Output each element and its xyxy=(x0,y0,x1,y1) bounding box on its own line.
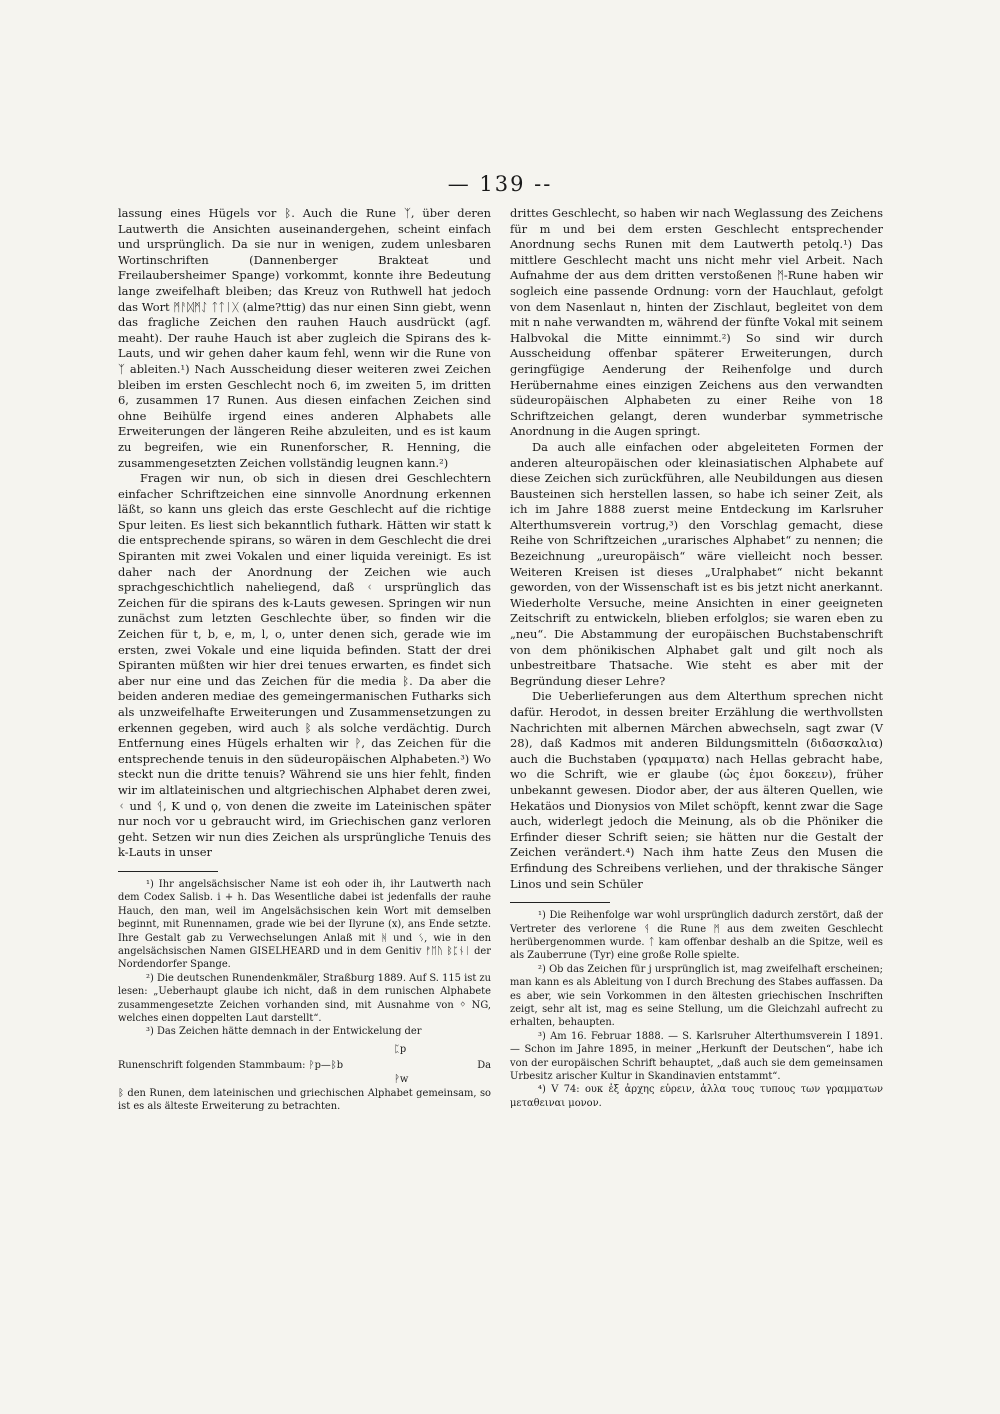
footnote-2: ²) Die deutschen Runendenkmäler, Straßburg 1889. Auf S. 115 ist zu lesen: „Ueberhaupt glaube ich nicht, daß in dem runischen Alphabete zusammengesetzte Zeichen vorhanden sind, mit Ausnahme von ᛜ NG, welches einen doppelten Laut darstellt“. xyxy=(118,972,491,1024)
left-paragraph-1: lassung eines Hügels vor ᛒ. Auch die Rune ᛉ, über deren Lautwerth die Ansichten auseinandergehen, scheint einfach und ursprünglich. Da sie nur in wenigen, zudem unlesbaren Wortinschriften (Dannenberger Brakteat und Freilaubersheimer Spange) vorkommt, konnte ihre Bedeutung lange zweifelhaft bleiben; das Kreuz von Ruthwell hat jedoch das Wort ᛗᚨᛞᛗᛇ ᛏᛏᛁᚷ (alme?ttig) das nur einen Sinn giebt, wenn das fragliche Zeichen den rauhen Hauch ausdrückt (agf. meaht). Der rauhe Hauch ist aber zugleich die Spirans des k-Lauts, und wir gehen daher kaum fehl, wenn wir die Rune von ᛉ ableiten.¹) Nach Ausscheidung dieser weiteren zwei Zeichen bleiben im ersten Geschlecht noch 6, im zweiten 5, im dritten 6, zusammen 17 Runen. Aus diesen einfachen Zeichen sind ohne Beihülfe irgend eines anderen Alphabets alle Erweiterungen der längeren Reihe abzuleiten, und es ist kaum zu begreifen, wie ein Runenforscher, R. Henning, die zusammengesetzten Zeichen vollständig leugnen kann.²) xyxy=(118,206,491,470)
right-column xyxy=(510,206,883,1110)
stammbaum-branch-top: ᛈp xyxy=(394,1043,407,1055)
stammbaum-continuation: Da xyxy=(477,1059,491,1071)
left-paragraph-2: Fragen wir nun, ob sich in diesen drei Geschlechtern einfacher Schriftzeichen eine sinnvolle Anordnung erkennen läßt, so kann uns gleich das erste Geschlecht auf die richtige Spur leiten. Es liest sich bekanntlich futhark. Hätten wir statt k die entsprechende spirans, so wären in dem Geschlecht die drei Spiranten mit zwei Vokalen und einer liquida vereinigt. Es ist daher nach der Anordnung der Zeichen wie auch sprachgeschichtlich naheliegend, daß ᚲ ursprünglich das Zeichen für die spirans des k-Lauts gewesen. Springen wir nun zunächst zum letzten Geschlechte über, so finden wir die Zeichen für t, b, e, m, l, o, unter denen sich, gerade wie im ersten, zwei Vokale und eine liquida befinden. Statt der drei Spiranten müßten wir hier drei tenues erwarten, es findet sich aber nur eine und das Zeichen für die media ᛒ. Da aber die beiden anderen mediae des gemeingermanischen Futharks sich als unzweifelhafte Erweiterungen und Zusammensetzungen zu erkennen gegeben, wird auch ᛒ als solche verdächtig. Durch Entfernung eines Hügels erhalten wir ᚹ, das Zeichen für die entsprechende tenuis in den südeuropäischen Alphabeten.³) Wo steckt nun die dritte tenuis? Während sie uns hier fehlt, finden wir im altlateinischen und altgriechischen Alphabet deren zwei, ᚲ und ᛩ, K und ϙ, von denen die zweite im Lateinischen später nur noch vor u gebraucht wird, im Griechischen ganz verloren geht. Setzen wir nun dies Zeichen als ursprüngliche Tenuis des k-Lauts in unser xyxy=(118,471,491,860)
stammbaum-branch-bottom: ᚹw xyxy=(394,1073,409,1085)
footnote-1: ¹) Die Reihenfolge war wohl ursprünglich dadurch zerstört, daß der Vertreter des verlorene ᛩ die Rune ᛗ aus dem zweiten Geschlecht herübergenommen wurde. ᛏ kam offenbar deshalb an die Spitze, weil es als Zauberrune (Tyr) eine große Rolle spielte. xyxy=(510,910,883,962)
footnote-divider xyxy=(118,871,218,872)
footnote-3: ³) Das Zeichen hätte demnach in der Entwickelung der xyxy=(146,1026,422,1038)
footnote-3-continuation: ᛒ den Runen, dem lateinischen und griechischen Alphabet gemeinsam, so ist es als älteste Erweiterung zu betrachten. xyxy=(118,1087,491,1113)
right-paragraph-2: Da auch alle einfachen oder abgeleiteten Formen der anderen alteuropäischen oder kleinasiatischen Alphabete auf diese Zeichen sich zurückführen, alle Neubildungen aus diesen Bausteinen sich herstellen lassen, so habe ich seiner Zeit, als ich im Jahre 1888 zuerst meine Entdeckung im Karlsruher Alterthumsverein vortrug,³) den Vorschlag gemacht, diese Reihe von Schriftzeichen „urarisches Alphabet“ zu nennen; die Bezeichnung „ureuropäisch“ wäre vielleicht noch besser. Weiteren Kreisen ist dieses „Uralphabet“ nicht bekannt geworden, von der Wissenschaft ist es bis jetzt nicht anerkannt. Wiederholte Versuche, meine Ansichten in einer geeigneten Zeitschrift zu entwickeln, blieben erfolglos; sie waren eben zu „neu“. Die Abstammung der europäischen Buchstabenschrift von dem phönikischen Alphabet galt und gilt noch als unbestreitbare Thatsache. Wie steht es aber mit der Begründung dieser Lehre? xyxy=(510,439,883,688)
stammbaum-diagram xyxy=(118,1043,491,1085)
page-number: — 139 -- xyxy=(447,172,553,196)
footnote-1: ¹) Ihr angelsächsischer Name ist eoh oder ih, ihr Lautwerth nach dem Codex Salisb. i + h. Das Wesentliche dabei ist jedenfalls der rauhe Hauch, den man, weil im Angelsächsischen kein Wort mit demselben beginnt, mit Runennamen, grade wie bei der Ilyrune (x), ans Ende setzte. Ihre Gestalt gab zu Verwechselungen Anlaß mit ᚻ und ᛊ, wie in den angelsächsischen Namen GISELHEARD und in dem Genitiv ᚠᛖᚢ ᛒᛈᚾᛁ der Nordendorfer Spange. xyxy=(118,878,491,971)
right-footnotes xyxy=(510,909,883,1110)
right-paragraph-3: Die Ueberlieferungen aus dem Alterthum sprechen nicht dafür. Herodot, in dessen breiter Erzählung die werthvollsten Nachrichten mit albernen Märchen abwechseln, sagt zwar (V 28), daß Kadmos mit anderen Bildungsmitteln (διδασκαλια) auch die Buchstaben (γραμματα) nach Hellas gebracht habe, wo die Schrift, wie er glaube (ὡς ἐμοι δοκεειν), früher unbekannt gewesen. Diodor aber, der aus älteren Quellen, wie Hekatäos und Dionysios von Milet schöpft, kennt zwar die Sage auch, widerlegt jedoch die Meinung, als ob die Phöniker die Erfinder dieser Schrift seien; sie hätten nur die Gestalt der Zeichen verändert.⁴) Nach ihm hatte Zeus den Musen die Erfindung des Schreibens verliehen, und der thrakische Sänger Linos und sein Schüler xyxy=(510,689,883,891)
left-column xyxy=(118,206,491,1114)
footnote-4: ⁴) V 74: ουκ ἐξ ἀρχης εὑρειν, ἀλλα τους τυπους των γραμματων μεταθειναι μονον. xyxy=(510,1084,883,1109)
stammbaum-label: Runenschrift folgenden Stammbaum: ᚹp—ᛒb xyxy=(118,1059,344,1071)
right-paragraph-1: drittes Geschlecht, so haben wir nach Weglassung des Zeichens für m und bei dem ersten Geschlecht entsprechender Anordnung sechs Runen mit dem Lautwerth petolq.¹) Das mittlere Geschlecht macht uns nicht mehr viel Arbeit. Nach Aufnahme der aus dem dritten verstoßenen ᛗ-Rune haben wir sogleich eine passende Ordnung: vorn der Hauchlaut, gefolgt von dem Nasenlaut n, hinten der Zischlaut, begleitet von dem mit n nahe verwandten m, während der fünfte Vokal mit seinem Halbvokal die Mitte einnimmt.²) So sind wir durch Ausscheidung offenbar späterer Erweiterungen, durch geringfügige Aenderung der Reihenfolge und durch Herübernahme eines einzigen Zeichens aus den verwandten südeuropäischen Alphabeten zu einer Reihe von 18 Schriftzeichen gelangt, deren wunderbar symmetrische Anordnung in die Augen springt. xyxy=(510,206,883,439)
footnote-2: ²) Ob das Zeichen für j ursprünglich ist, mag zweifelhaft erscheinen; man kann es als Ableitung von I durch Brechung des Stabes auffassen. Da es aber, wie sein Vorkommen in den ältesten griechischen Inschriften zeigt, sehr alt ist, mag es seine Stellung, um die Gleichzahl aufrecht zu erhalten, behaupten. xyxy=(510,963,883,1029)
left-footnotes xyxy=(118,878,491,1114)
footnote-divider xyxy=(510,902,610,903)
footnote-3: ³) Am 16. Februar 1888. — S. Karlsruher Alterthumsverein I 1891. — Schon im Jahre 1895, in meiner „Herkunft der Deutschen“, habe ich von der europäischen Schrift behauptet, „daß auch sie dem gemeinsamen Urbesitz arischer Kultur in Skandinavien entstammt“. xyxy=(510,1030,883,1082)
